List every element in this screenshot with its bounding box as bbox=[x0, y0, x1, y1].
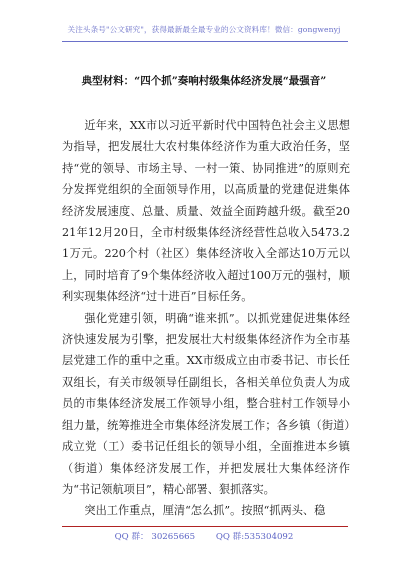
document-title: 典型材料：“四个抓”奏响村级集体经济发展“最强音” bbox=[81, 75, 327, 87]
paragraph-work-focus: 突出工作重点，厘清“怎么抓”。按照“抓两头、稳 bbox=[84, 504, 326, 518]
footer-contacts bbox=[0, 530, 408, 542]
paragraph-party-leadership: 强化党建引领，明确“谁来抓”。以抓党建促进集体经济快速发展为引擎，把发展壮大村级集体经济作为全市基层党建工作的重中之重。XX市级成立由市委书记、市长任双组长，有关市级领导任副组长，各相关单位负责人为成员的市集体经济发展工作领导小组，整合驻村工作领导小组力量，统筹推进全市集体经济发展工作；各乡镇（街道）成立党（工）委书记任组长的领导小组，全面推进本乡镇（街道）集体经济发展工作，并把发展壮大集体经济作为“书记领航项目”，精心部署、狠抓落实。 bbox=[62, 311, 350, 496]
footer-qq-group-1: QQ 群： 30265665 bbox=[114, 532, 196, 542]
footer-qq-group-2: QQ 群:535304092 bbox=[215, 532, 294, 542]
document-body bbox=[62, 115, 350, 522]
header-note: 关注头条号"公文研究"，获得最新最全最专业的公文资料库！微信：gongwenyj bbox=[67, 25, 341, 34]
footer-divider bbox=[62, 526, 348, 527]
header-divider bbox=[62, 41, 348, 42]
paragraph-intro: 近年来，XX市以习近平新时代中国特色社会主义思想为指导，把发展壮大农村集体经济作为重大政治任务，坚持“党的领导、市场主导、一村一策、协同推进”的原则充分发挥党组织的全面领导作用，以高质量的党建促进集体经济发展速度、总量、质量、效益全面跨越升级。截至2021年12月20日，全市村级集体经济经营性总收入5473.21万元。220个村（社区）集体经济收入全部达10万元以上，同时培育了9个集体经济收入超过100万元的强村，顺利实现集体经济“过十进百”目标任务。 bbox=[62, 119, 350, 304]
